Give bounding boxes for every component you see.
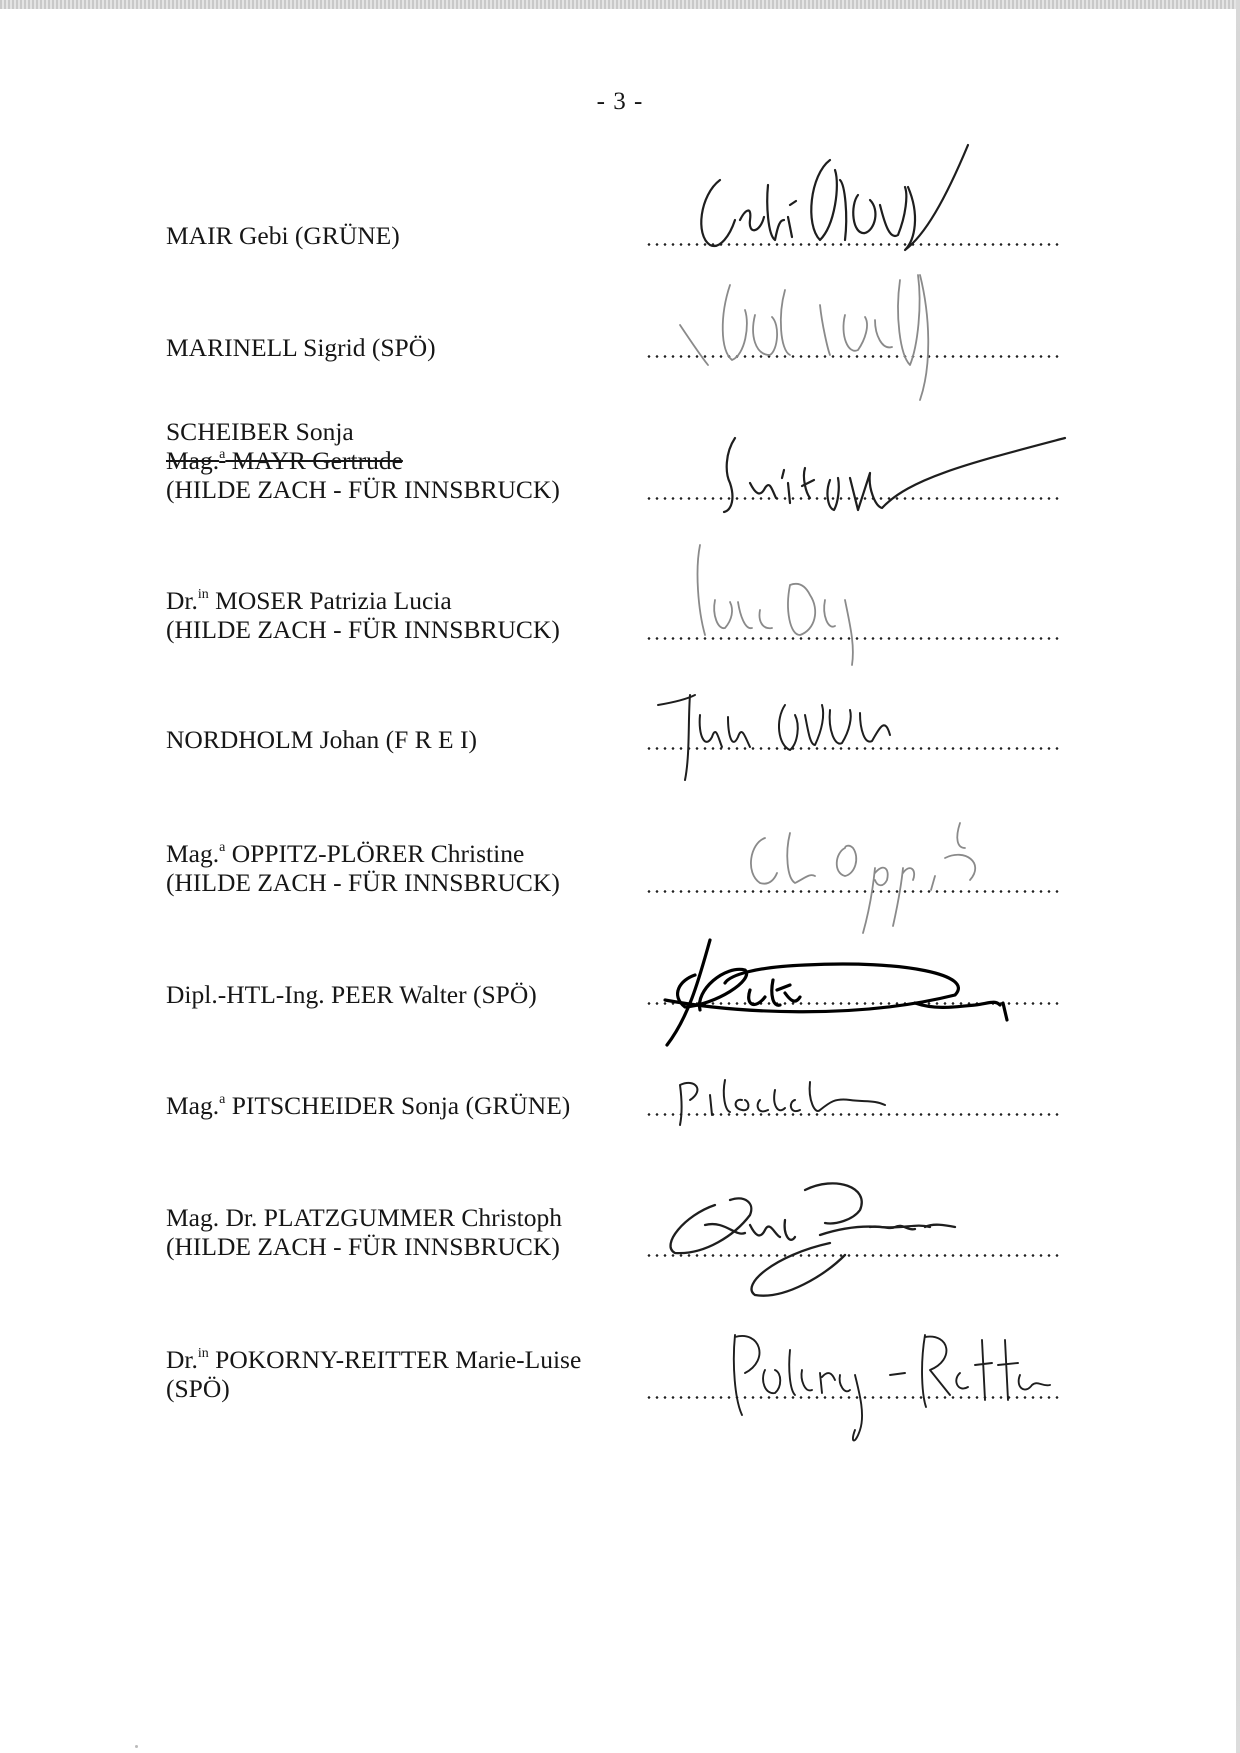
name-line: MARINELL Sigrid (SPÖ) — [166, 333, 436, 362]
name-line: NORDHOLM Johan (F R E I) — [166, 725, 477, 754]
name-line: MAIR Gebi (GRÜNE) — [166, 221, 400, 250]
handwritten-signature-moser — [690, 540, 970, 670]
page-number: - 3 - — [596, 88, 644, 115]
signature-entry — [0, 333, 1240, 362]
scan-speck — [135, 1745, 138, 1748]
signature-entry — [0, 980, 1240, 1009]
member-name — [166, 725, 477, 754]
scan-edge-right — [1236, 0, 1240, 1753]
signature-entry — [0, 1203, 1240, 1261]
handwritten-signature-pokorny-reitter — [720, 1325, 1060, 1455]
scan-edge-top — [0, 0, 1240, 9]
member-name — [166, 586, 560, 644]
handwritten-signature-mair — [680, 125, 1000, 255]
handwritten-signature-oppitz-ploerer — [735, 818, 1005, 938]
handwritten-signature-scheiber — [710, 428, 1070, 518]
member-name — [166, 333, 436, 362]
name-line-struck: Mag.$^a$ MAYR Gertrude — [166, 446, 403, 475]
name-line: (HILDE ZACH - FÜR INNSBRUCK) — [166, 1232, 560, 1261]
member-name — [166, 221, 400, 250]
name-line: (HILDE ZACH - FÜR INNSBRUCK) — [166, 868, 560, 897]
signature-entry — [0, 1091, 1240, 1120]
member-name — [166, 1203, 562, 1261]
handwritten-signature-pitscheider — [670, 1070, 900, 1130]
member-name — [166, 980, 537, 1009]
signature-entry — [0, 221, 1240, 250]
signature-entry — [0, 725, 1240, 754]
name-line: Mag. Dr. PLATZGUMMER Christoph — [166, 1203, 562, 1232]
name-line: Mag.$^a$ PITSCHEIDER Sonja (GRÜNE) — [166, 1091, 571, 1120]
member-name — [166, 839, 560, 897]
name-line: (HILDE ZACH - FÜR INNSBRUCK) — [166, 615, 560, 644]
member-name — [166, 1345, 581, 1403]
handwritten-signature-marinell — [660, 255, 1000, 405]
handwritten-signature-peer — [655, 935, 1035, 1050]
name-line: (SPÖ) — [166, 1374, 230, 1403]
name-line: Dr.$^{in}$ MOSER Patrizia Lucia — [166, 586, 452, 615]
handwritten-signature-nordholm — [650, 675, 930, 785]
name-line: Dr.$^{in}$ POKORNY-REITTER Marie-Luise — [166, 1345, 582, 1374]
signature-entry — [0, 839, 1240, 897]
name-line: SCHEIBER Sonja — [166, 417, 354, 446]
name-line: Mag.$^a$ OPPITZ-PLÖRER Christine — [166, 839, 525, 868]
member-name — [166, 417, 560, 504]
handwritten-signature-platzgummer — [655, 1165, 995, 1305]
signature-entry — [0, 586, 1240, 644]
member-name — [166, 1091, 570, 1120]
name-line: (HILDE ZACH - FÜR INNSBRUCK) — [166, 475, 560, 504]
name-line: Dipl.-HTL-Ing. PEER Walter (SPÖ) — [166, 980, 537, 1009]
